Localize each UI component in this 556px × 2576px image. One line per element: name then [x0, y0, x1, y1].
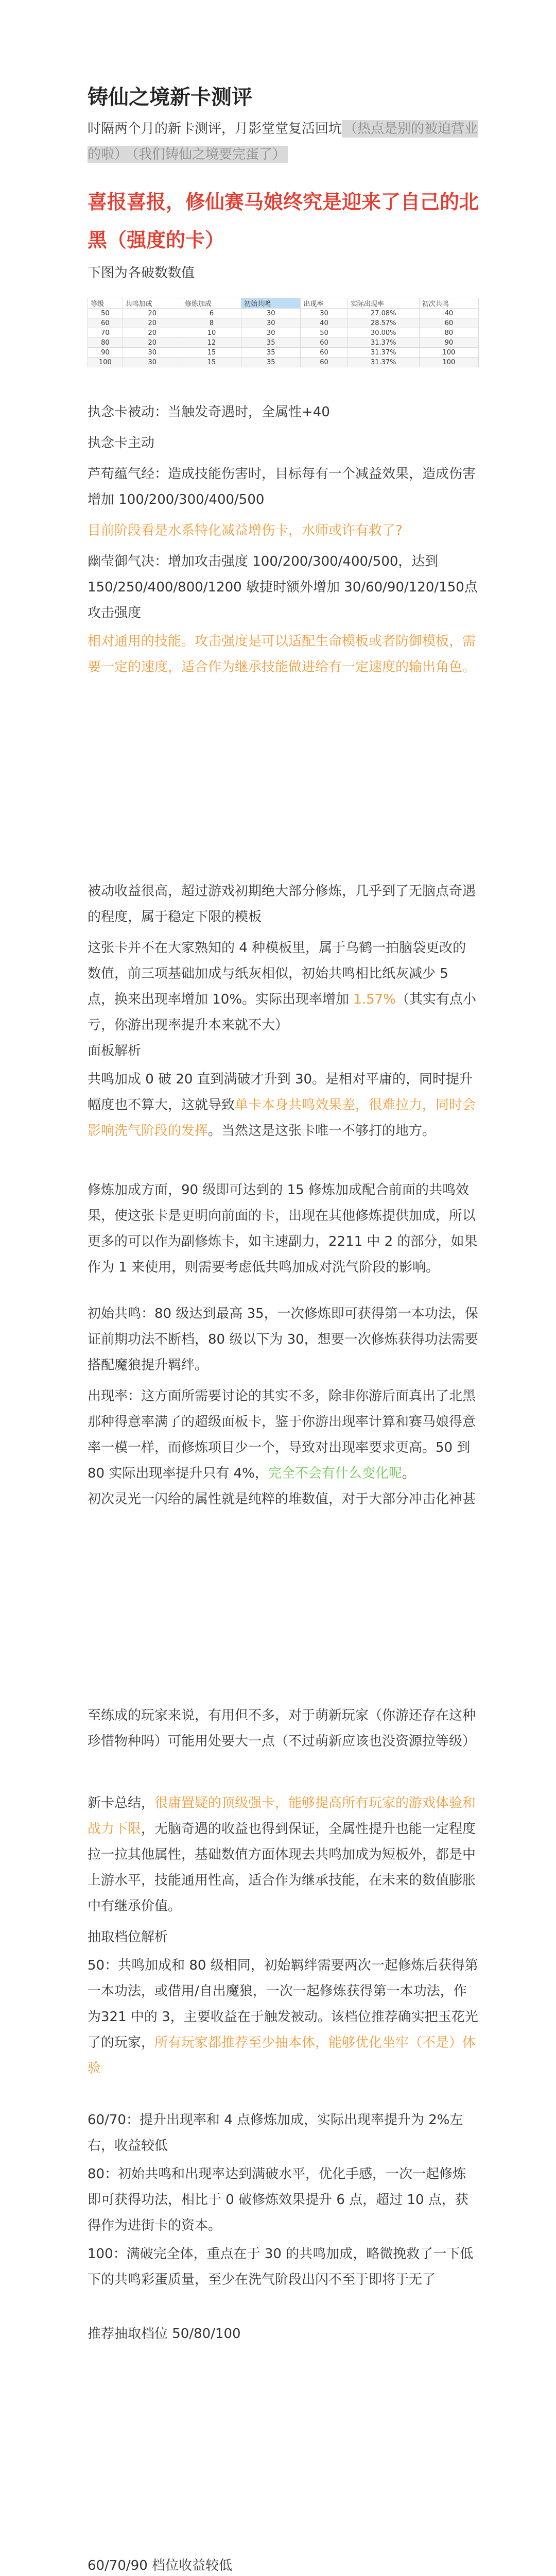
level-stats-table — [88, 298, 479, 367]
intro-text: 时隔两个月的新卡测评，月影堂堂复活回坑 — [88, 121, 342, 137]
column-header: 初次共鸣 — [419, 298, 478, 309]
passive-evaluation: 被动收益很高，超过游戏初期绝大部分修炼，几乎到了无脑点奇遇的程度，属于稳定下限的模板 — [88, 884, 476, 925]
tier-60-70-paragraph: 60/70：提升出现率和 4 点修炼加成，实际出现率提升为 2%左右，收益较低 — [88, 2112, 463, 2154]
table-cell: 60 — [419, 318, 478, 328]
training-paragraph: 修炼加成方面，90 级即可达到的 15 修炼加成配合前面的共鸣效果，使这张卡是更明向前面的卡，出现在其他修炼提供加成，所以更多的可以作为副修炼卡，如主速副力，2211 中 2 的部分，如果作为 1 来使用，则需要考虑低共鸣加成对洗气阶段的影响。 — [88, 1182, 478, 1275]
table-cell: 60 — [301, 358, 348, 367]
intro-tag-hot: （热点是别的被迫营业的啦） — [88, 121, 478, 162]
low-gain-tiers: 60/70/90 档位收益较低 — [88, 2558, 233, 2573]
column-header: 等级 — [88, 298, 123, 309]
table-cell: 20 — [123, 318, 182, 328]
table-cell: 40 — [419, 309, 478, 318]
first-flash-paragraph: 初次灵光一闪给的属性就是纯粹的堆数值，对于大部分冲击化神甚 — [88, 1492, 476, 1507]
resonance-highlight: 单卡本身共鸣效果差，很难拉力，同时会影响洗气阶段的发挥 — [88, 1097, 476, 1139]
table-cell: 30.00% — [348, 328, 419, 338]
table-cell: 30 — [241, 309, 301, 318]
appearance-rate-highlight: 完全不会有什么变化呢 — [268, 1466, 402, 1481]
tier-80-paragraph: 80：初始共鸣和出现率达到满破水平，优化手感，一次一起修炼即可获得功法，相比于 0 破修炼效果提升 6 点，超过 10 点，获得作为进街卡的资本。 — [88, 2166, 468, 2233]
active-skill-2: 幽莹御气决：增加攻击强度 100/200/300/400/500，达到150/250/400/800/1200 敏捷时额外增加 30/60/90/120/150点攻击强度 — [88, 554, 478, 621]
resonance-text: 共鸣加成 0 破 20 直到满破才升到 30。是相对平庸的，同时提升幅度也不算大，这就导致 — [88, 1072, 473, 1113]
table-cell: 40 — [301, 318, 348, 328]
table-cell: 30 — [123, 348, 182, 358]
column-header: 初始共鸣 — [241, 298, 301, 309]
resonance-paragraph — [88, 1066, 479, 1144]
resonance-tail: 。当然这是这张卡唯一不够打的地方。 — [208, 1123, 436, 1139]
table-cell: 20 — [123, 328, 182, 338]
intro-tag-doom: （我们铸仙之境要完蛋了） — [130, 146, 288, 163]
active-skill-1: 芦荀蕴气经：造成技能伤害时，目标每有一个减益效果，造成伤害增加 100/200/300/400/500 — [88, 466, 476, 507]
table-cell: 31.37% — [348, 348, 419, 358]
column-header: 修炼加成 — [182, 298, 241, 309]
table-cell: 30 — [301, 309, 348, 318]
table-cell: 35 — [241, 338, 301, 348]
table-row — [88, 348, 479, 358]
table-cell: 60 — [88, 318, 123, 328]
rate-increase-highlight: 1.57% — [353, 992, 396, 1007]
table-cell: 30 — [123, 358, 182, 367]
card-type-text: 这张卡并不在大家熟知的 4 种模板里，属于乌鹤一拍脑袋更改的数值，前三项基础加成与纸灰相似，初始共鸣相比纸灰减少 5 点，换来出现率增加 10%。实际出现率增加 — [88, 940, 466, 1007]
table-cell: 90 — [88, 348, 123, 358]
table-cell: 60 — [301, 348, 348, 358]
panel-analysis-label: 面板解析 — [88, 1043, 142, 1059]
summary-text: 新卡总结， — [88, 1795, 155, 1811]
table-cell: 35 — [241, 358, 301, 367]
table-cell: 30 — [241, 318, 301, 328]
table-cell: 50 — [301, 328, 348, 338]
summary-tail: ，无脑奇遇的收益也得到保证，全属性提升也能一定程度拉一拉其他属性，基础数值方面体现去共鸣加成为短板外，都是中上游水平，技能通用性高，适合作为继承技能，在未来的数值膨胀中有继承价值。 — [88, 1821, 476, 1914]
article-title: 铸仙之境新卡测评 — [88, 86, 252, 109]
appearance-rate-paragraph — [88, 1383, 479, 1486]
tier-analysis-label: 抽取档位解析 — [88, 1929, 168, 1945]
recommended-tiers: 推荐抽取档位 50/80/100 — [88, 2326, 241, 2342]
summary-highlight: 很庸置疑的顶级强卡，能够提高所有玩家的游戏体验和战力下限 — [88, 1795, 476, 1837]
table-caption: 下图为各破数数值 — [88, 265, 195, 281]
table-cell: 20 — [123, 309, 182, 318]
table-cell: 6 — [182, 309, 241, 318]
table-cell: 12 — [182, 338, 241, 348]
table-cell: 50 — [88, 309, 123, 318]
table-cell: 80 — [88, 338, 123, 348]
table-cell: 100 — [419, 358, 478, 367]
tier-50-paragraph — [88, 1953, 479, 2081]
table-row — [88, 318, 479, 328]
table-row — [88, 338, 479, 348]
column-header: 共鸣加成 — [123, 298, 182, 309]
table-cell: 30 — [241, 328, 301, 338]
headline: 喜报喜报，修仙赛马娘终究是迎来了自己的北黑（强度的卡） — [88, 191, 479, 251]
column-header: 实际出现率 — [348, 298, 419, 309]
tier-100-paragraph: 100：满破完全体，重点在于 30 的共鸣加成，略微挽救了一下低下的共鸣彩蛋质量，至少在洗气阶段出闪不至于即将于无了 — [88, 2246, 474, 2287]
active-skill-label: 执念卡主动 — [88, 435, 155, 451]
card-type-paragraph — [88, 935, 479, 1038]
table-header-row — [88, 298, 479, 309]
table-cell: 15 — [182, 358, 241, 367]
active-skill-1-note: 目前阶段看是水系特化减益增伤卡，水师或许有救了? — [88, 523, 403, 538]
table-cell: 15 — [182, 348, 241, 358]
table-cell: 90 — [419, 338, 478, 348]
table-cell: 10 — [182, 328, 241, 338]
card-type-aside: （其实有点小亏，你游出现率提升本来就不大） — [88, 992, 476, 1033]
table-cell: 35 — [241, 348, 301, 358]
passive-skill: 执念卡被动：当触发奇遇时，全属性+40 — [88, 404, 330, 420]
table-cell: 31.37% — [348, 358, 419, 367]
table-cell: 70 — [88, 328, 123, 338]
table-row — [88, 328, 479, 338]
table-cell: 31.37% — [348, 338, 419, 348]
table-cell: 100 — [419, 348, 478, 358]
tier-50-text: 50：共鸣加成和 80 级相同，初始羁绊需要两次一起修炼后获得第一本功法，或借用/自出魔狼，一次一起修炼获得第一本功法，作为321 中的 3，主要收益在于触发被动。该档位推荐确实把玉花光了的玩家， — [88, 1958, 478, 2050]
value-paragraph: 至练成的玩家来说，有用但不多，对于萌新玩家（你游还存在这种珍惜物种吗）可能用处要大一点（不过萌新应该也没资源拉等级） — [88, 1708, 476, 1749]
tier-50-highlight: 所有玩家都推荐至少抽本体，能够优化坐牢（不是）体验 — [88, 2035, 476, 2076]
active-skill-2-note: 相对通用的技能。攻击强度是可以适配生命模板或者防御模板，需要一定的速度，适合作为继承技能做进给有一定速度的输出角色。 — [88, 634, 476, 675]
summary-paragraph — [88, 1790, 479, 1919]
table-cell: 28.57% — [348, 318, 419, 328]
table-cell: 8 — [182, 318, 241, 328]
initial-resonance-paragraph: 初始共鸣：80 级达到最高 35，一次修炼即可获得第一本功法，保证前期功法不断档，80 级以下为 30，想要一次修炼获得功法需要搭配魔狼提升羁绊。 — [88, 1306, 478, 1373]
appearance-rate-text: 出现率：这方面所需要讨论的其实不多，除非你游后面真出了北黑那种得意率满了的超级面板卡，鉴于你游出现率计算和赛马娘得意率一模一样，而修炼项目少一个，导致对出现率要求更高。50 到 80 实际出现率提升只有 4%， — [88, 1388, 476, 1481]
table-cell: 60 — [301, 338, 348, 348]
column-header: 出现率 — [301, 298, 348, 309]
appearance-rate-tail: 。 — [402, 1466, 415, 1481]
table-cell: 20 — [123, 338, 182, 348]
table-cell: 27.08% — [348, 309, 419, 318]
table-row — [88, 358, 479, 367]
intro-paragraph — [88, 116, 479, 167]
table-cell: 80 — [419, 328, 478, 338]
table-row — [88, 309, 479, 318]
table-cell: 100 — [88, 358, 123, 367]
